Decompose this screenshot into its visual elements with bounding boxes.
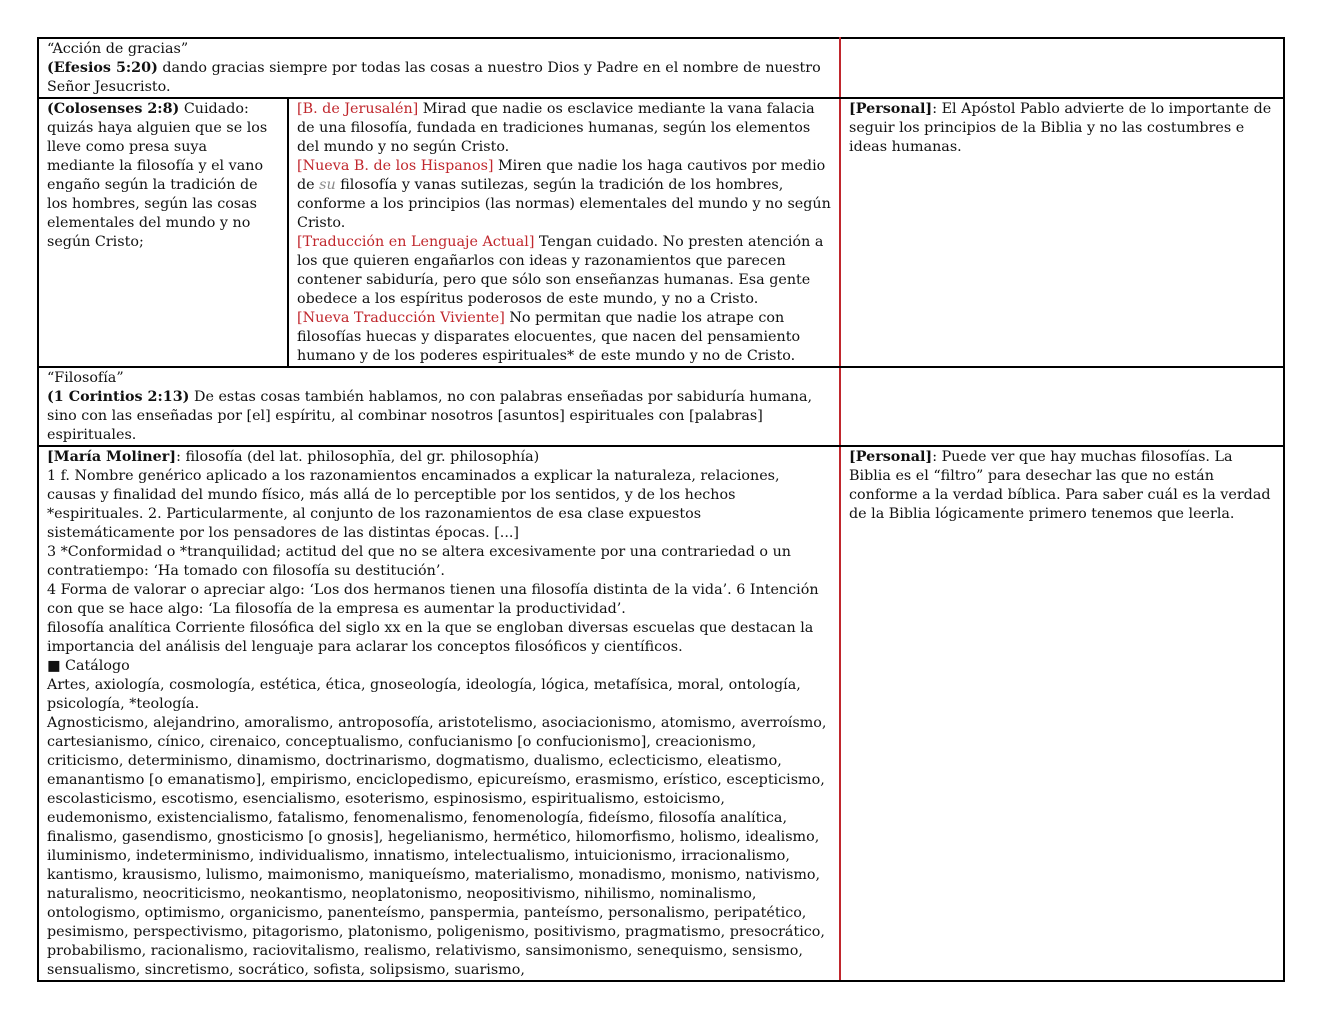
accion-de-gracias-cell <box>38 38 840 98</box>
translation-emphasis: su <box>319 177 336 193</box>
definition-3: 3 *Conformidad o *tranquilidad; actitud del que no se altera excesivamente por una contrariedad o un contratiempo: ‘Ha tomado con filosofía su destitución’. <box>47 544 791 579</box>
translation-text: Tengan cuidado. No presten atención a los que quieren engañarlos con ideas y razonamientos que parecen contener sabiduría, pero que sólo son enseñanzas humanas. Esa gente obedece a los espíritus poderosos de este mundo, y no a Cristo. <box>297 234 824 307</box>
empty-notes-cell <box>840 367 1284 446</box>
empty-notes-cell <box>840 38 1284 98</box>
definition-4-6: 4 Forma de valorar o apreciar algo: ‘Los dos hermanos tienen una filosofía distinta de la vida’. 6 Intención con que se hace algo: ‘La filosofía de la empresa es aumentar la productividad’. <box>47 582 819 617</box>
translation-lenguaje-actual <box>297 233 831 309</box>
definition-1-2: 1 f. Nombre genérico aplicado a los razonamientos encaminados a explicar la naturaleza, relaciones, causas y finalidad del mundo físico, más allá de lo perceptible por los sentidos, y de los hechos *espirituales. 2. Particularmente, al conjunto de los razonamientos de esa clase expuestos sistemáticamente por los pensadores de las distintas épocas. [...] <box>47 468 780 541</box>
catalog-artes: Artes, axiología, cosmología, estética, ética, gnoseología, ideología, lógica, metafísica, moral, ontología, psicología, *teología. <box>47 677 801 712</box>
dictionary-entry-cell <box>38 446 840 981</box>
verse-reference: (1 Corintios 2:13) <box>47 389 190 405</box>
notes-table <box>37 37 1285 982</box>
translation-label: [B. de Jerusalén] <box>297 101 419 117</box>
dictionary-label: [María Moliner] <box>47 449 177 465</box>
row-colosenses <box>38 98 1284 367</box>
section-title: “Acción de gracias” <box>47 41 189 57</box>
verse-text: De estas cosas también hablamos, no con palabras enseñadas por sabiduría humana, sino con las enseñadas por [el] espíritu, al combinar nosotros [asuntos] espirituales con [palabras] espirituales. <box>47 389 813 443</box>
translation-jerusalen <box>297 100 831 157</box>
section-title: “Filosofía” <box>47 370 124 386</box>
catalog-heading: ■ Catálogo <box>47 658 130 674</box>
definition-analitica: filosofía analítica Corriente filosófica del siglo xx en la que se engloban diversas escuelas que destacan la importancia del análisis del lenguaje para aclarar los conceptos filosóficos y científicos. <box>47 620 814 655</box>
translation-label: [Nueva B. de los Hispanos] <box>297 158 494 174</box>
verse-text: dando gracias siempre por todas las cosas a nuestro Dios y Padre en el nombre de nuestro Señor Jesucristo. <box>47 60 821 95</box>
row-accion-de-gracias <box>38 38 1284 98</box>
row-moliner <box>38 446 1284 981</box>
verse-reference: (Efesios 5:20) <box>47 60 158 76</box>
row-filosofia <box>38 367 1284 446</box>
translation-nueva-traduccion-viviente <box>297 309 831 366</box>
dictionary-etymology: : filosofía (del lat. philosophĭa, del gr. philosophía) <box>176 449 540 465</box>
personal-note-cell <box>840 446 1284 981</box>
verse-text: Cuidado: quizás haya alguien que se los lleve como presa suya mediante la filosofía y el vano engaño según la tradición de los hombres, según las cosas elementales del mundo y no según Cristo; <box>47 101 268 250</box>
verse-reference: (Colosenses 2:8) <box>47 101 180 117</box>
translation-label: [Traducción en Lenguaje Actual] <box>297 234 535 250</box>
translation-hispanos <box>297 157 831 233</box>
translation-label: [Nueva Traducción Viviente] <box>297 310 505 326</box>
personal-text: : Puede ver que hay muchas filosofías. La Biblia es el “filtro” para desechar las que no están conforme a la verdad bíblica. Para saber cuál es la verdad de la Biblia lógicamente primero tenemos que leerla. <box>849 449 1271 522</box>
personal-label: [Personal] <box>849 449 933 465</box>
translation-text: filosofía y vanas sutilezas, según la tradición de los hombres, conforme a los principios (las normas) elementales del mundo y no según Cristo. <box>297 177 831 231</box>
catalog-list: Agnosticismo, alejandrino, amoralismo, antroposofía, aristotelismo, asociacionismo, atomismo, averroísmo, cartesianismo, cínico, cirenaico, conceptualismo, confucianismo [o confucionismo], creacionismo, criticismo, determinismo, dinamismo, doctrinarismo, dogmatismo, dualismo, eclecticismo, eleatismo, emanantismo [o emanatismo], empirismo, enciclopedismo, epicureísmo, erasmismo, erístico, escepticismo, escolasticismo, escotismo, esencialismo, esoterismo, espinosismo, espiritualismo, estoicismo, eudemonismo, existencialismo, fatalismo, fenomenalismo, fenomenología, fideísmo, filosofía analítica, finalismo, gasendismo, gnosticismo [o gnosis], hegelianismo, hermético, hilomorfismo, holismo, idealismo, iluminismo, indeterminismo, individualismo, innatismo, intelectualismo, intuicionismo, irracionalismo, kantismo, krausismo, lulismo, maimonismo, maniqueísmo, materialismo, monadismo, monismo, nativismo, naturalismo, neocriticismo, neokantismo, neoplatonismo, neopositivismo, nihilismo, nominalismo, ontologismo, optimismo, organicismo, panenteísmo, panspermia, panteísmo, personalismo, peripatético, pesimismo, perspectivismo, pitagorismo, platonismo, poligenismo, positivismo, pragmatismo, presocrático, probabilismo, racionalismo, raciovitalismo, realismo, relativismo, sansimonismo, senequismo, sensismo, sensualismo, sincretismo, socrático, sofista, solipsismo, suarismo, <box>47 715 827 978</box>
translation-text: No permitan que nadie los atrape con filosofías huecas y disparates elocuentes, que nacen del pensamiento humano y de los poderes espirituales* de este mundo y no de Cristo. <box>297 310 801 364</box>
personal-text: : El Apóstol Pablo advierte de lo importante de seguir los principios de la Biblia y no las costumbres e ideas humanas. <box>849 101 1272 155</box>
translation-text: Mirad que nadie os esclavice mediante la vana falacia de una filosofía, fundada en tradiciones humanas, según los elementos del mundo y no según Cristo. <box>297 101 815 155</box>
personal-label: [Personal] <box>849 101 933 117</box>
dictionary-headword <box>47 448 831 467</box>
translations-cell <box>288 98 840 367</box>
translation-text: Miren que nadie los haga cautivos por medio de <box>297 158 826 193</box>
colosenses-verse-cell <box>38 98 288 367</box>
filosofia-cell <box>38 367 840 446</box>
personal-note-cell <box>840 98 1284 367</box>
